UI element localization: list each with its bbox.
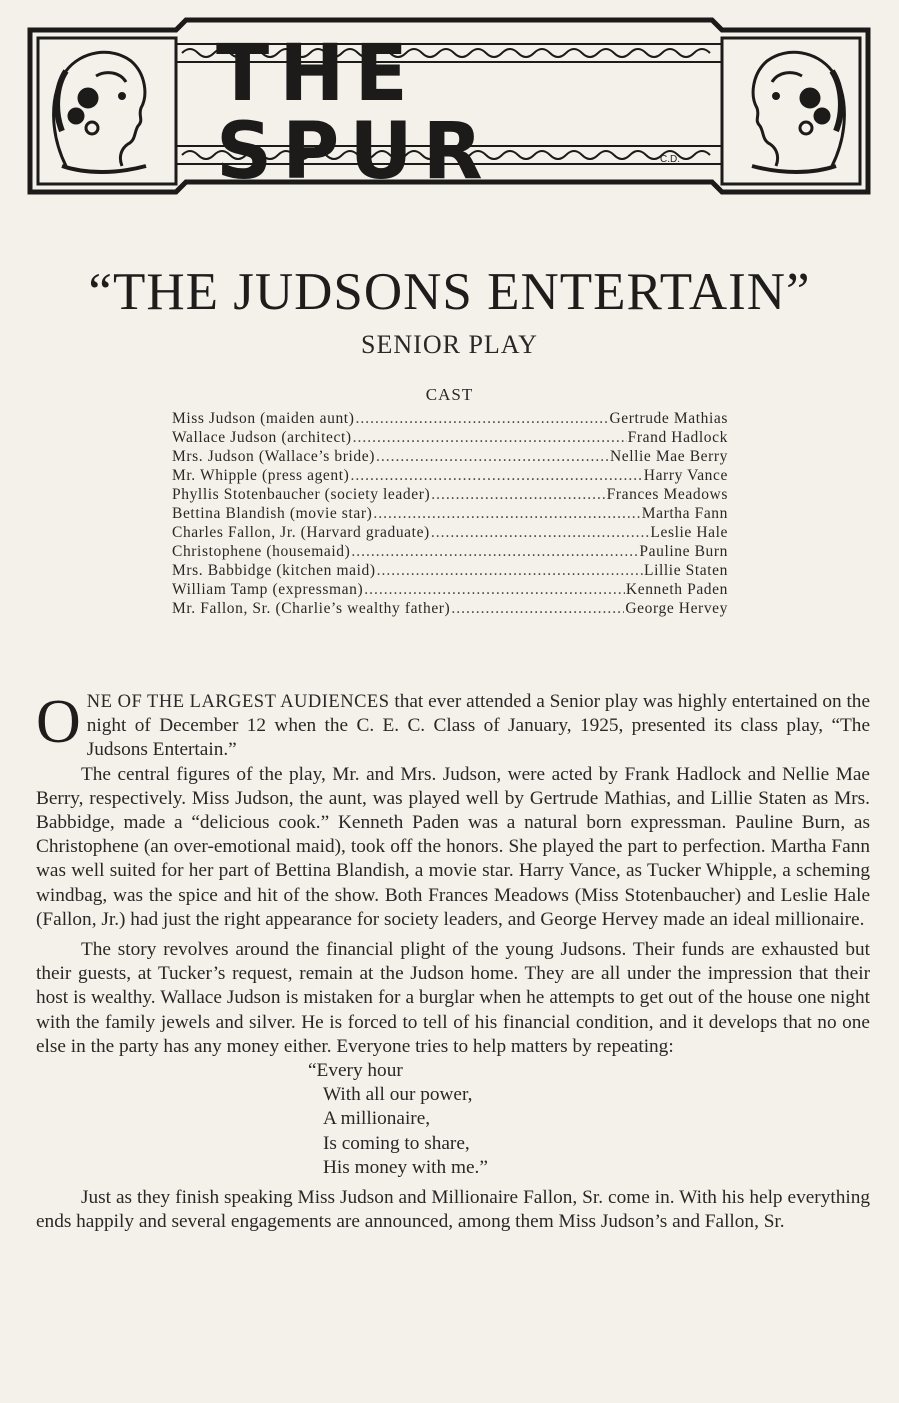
verse-line: Is coming to share,	[323, 1132, 470, 1154]
cast-row	[172, 428, 728, 447]
masthead	[26, 16, 872, 196]
verse-line: His money with me.”	[323, 1156, 488, 1178]
verse-line: “Every hour	[308, 1060, 403, 1082]
cast-actor: Lillie Staten	[644, 562, 728, 579]
cast-actor: Leslie Hale	[650, 524, 728, 541]
verse-line: A millionaire,	[323, 1108, 431, 1130]
cast-row	[172, 599, 728, 618]
lead-in-caps: NE OF THE LARGEST AUDIENCES	[86, 692, 390, 712]
article-paragraph-4: Just as they finish speaking Miss Judson and Millionaire Fallon, Sr. come in. With his help everything ends happily and several engagements are announced, among them Miss Judson’s and Fallon, Sr.	[36, 1186, 870, 1233]
cast-role: Mrs. Babbidge (kitchen maid)	[172, 562, 376, 579]
article-paragraph-3: The story revolves around the financial plight of the young Judsons. Their funds are exhausted but their guests, at Tucker’s request, remain at the Judson home. They are all under the impression that their host is wealthy. Wallace Judson is mistaken for a burglar when he attempts to get out of the house one night with the family jewels and silver. He is forced to tell of his financial condition, and it develops that no one else in the party has any money either. Everyone tries to help matters by repeating:	[36, 939, 870, 1057]
verse-line: With all our power,	[323, 1084, 473, 1106]
article-paragraph-2: The central figures of the play, Mr. and Mrs. Judson, were acted by Frank Hadlock and Nellie Mae Berry, respectively. Miss Judson, the aunt, was played well by Gertrude Mathias, and Lillie Staten as Mrs. Babbidge, made a “delicious cook.” Kenneth Paden was a natural born expressman. Pauline Burn, as Christophene (an over-emotional maid), took off the honors. She played the part to perfection. Martha Fann was well suited for her part of Bettina Blandish, a movie star. Harry Vance, as Tucker Whipple, a scheming windbag, was the spice and hit of the show. Both Frances Meadows (Miss Stotenbaucher) and Leslie Hale (Fallon, Jr.) had just the right appearance for society leaders, and George Hervey made an ideal millionaire.	[36, 763, 870, 930]
cast-row	[172, 447, 728, 466]
cast-row	[172, 466, 728, 485]
masthead-title: THE SPUR	[216, 29, 493, 197]
cast-list	[172, 409, 728, 618]
cast-actor: Martha Fann	[641, 505, 728, 522]
leader-dots	[376, 447, 609, 466]
cast-actor: Kenneth Paden	[625, 581, 728, 598]
cast-actor: Frances Meadows	[606, 486, 728, 503]
cast-row	[172, 523, 728, 542]
cast-role: William Tamp (expressman)	[172, 581, 364, 598]
cast-actor: Frand Hadlock	[627, 429, 728, 446]
cast-row	[172, 409, 728, 428]
cast-row	[172, 485, 728, 504]
cast-actor: Pauline Burn	[639, 543, 728, 560]
cast-role: Miss Judson (maiden aunt)	[172, 410, 355, 427]
leader-dots	[377, 561, 643, 580]
article-paragraph-1	[36, 690, 870, 763]
cast-actor: Harry Vance	[643, 467, 728, 484]
cast-role: Charles Fallon, Jr. (Harvard graduate)	[172, 524, 430, 541]
leader-dots	[431, 523, 650, 542]
cast-row	[172, 504, 728, 523]
leader-dots	[355, 409, 608, 428]
article-body	[36, 690, 870, 1234]
drop-cap: O	[36, 688, 81, 756]
cast-heading: CAST	[425, 385, 474, 404]
right-portrait-illustration	[752, 52, 844, 172]
cast-role: Mrs. Judson (Wallace’s bride)	[172, 448, 375, 465]
leader-dots	[364, 580, 625, 599]
paragraph-text: that ever attended a Senior play was highly entertained on the night of December 12 when the C. E. C. Class of January, 1925, presented its class play, “The Judsons Entertain.”	[86, 691, 870, 761]
leader-dots	[350, 466, 642, 485]
left-portrait-illustration	[54, 52, 146, 172]
cast-row	[172, 580, 728, 599]
cast-actor: Gertrude Mathias	[609, 410, 728, 427]
artist-monogram: C.D.	[660, 154, 680, 165]
cast-role: Wallace Judson (architect)	[172, 429, 352, 446]
play-subtitle: SENIOR PLAY	[361, 330, 538, 359]
leader-dots	[353, 428, 627, 447]
verse-quote	[308, 1059, 870, 1180]
cast-actor: Nellie Mae Berry	[609, 448, 728, 465]
cast-role: Christophene (housemaid)	[172, 543, 351, 560]
leader-dots	[451, 599, 624, 618]
leader-dots	[373, 504, 640, 523]
cast-role: Phyllis Stotenbaucher (society leader)	[172, 486, 431, 503]
play-title: “THE JUDSONS ENTERTAIN”	[88, 263, 811, 321]
cast-role: Bettina Blandish (movie star)	[172, 505, 373, 522]
cast-row	[172, 561, 728, 580]
cast-actor: George Hervey	[625, 600, 728, 617]
leader-dots	[431, 485, 605, 504]
cast-role: Mr. Whipple (press agent)	[172, 467, 350, 484]
cast-row	[172, 542, 728, 561]
leader-dots	[351, 542, 638, 561]
cast-role: Mr. Fallon, Sr. (Charlie’s wealthy father)	[172, 600, 451, 617]
